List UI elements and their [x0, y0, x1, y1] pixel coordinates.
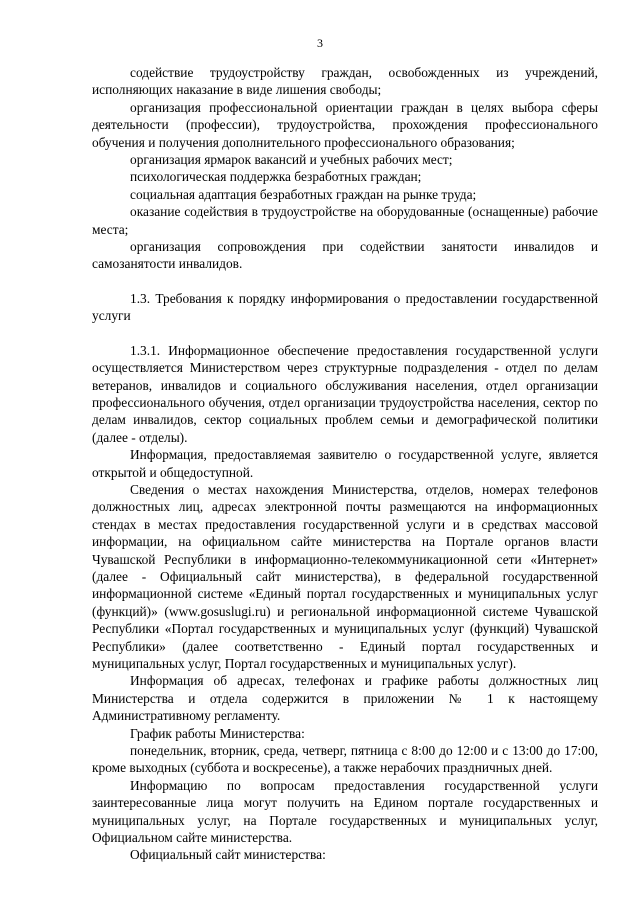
paragraph: Информация об адресах, телефонах и графике работы должностных лиц Министерства и отдела содержится в приложении № 1 к настоящему Административному регламенту. — [92, 673, 598, 724]
paragraph: содействие трудоустройству граждан, освобожденных из учреждений, исполняющих наказание в виде лишения свободы; — [92, 65, 598, 98]
paragraph: Информацию по вопросам предоставления государственной услуги заинтересованные лица могут получить на Едином портале государственных и муниципальных услуг, на Портале государственных и муниципальных услуг, Официальном сайте министерства. — [92, 777, 598, 846]
paragraph: оказание содействия в трудоустройстве на оборудованные (оснащенные) рабочие места; — [92, 204, 598, 237]
document-body — [92, 64, 598, 864]
paragraph: социальная адаптация безработных граждан на рынке труда; — [130, 186, 477, 202]
paragraph: понедельник, вторник, среда, четверг, пятница с 8:00 до 12:00 и с 13:00 до 17:00, кроме выходных (суббота и воскресенье), а также нерабочих праздничных дней. — [92, 743, 598, 776]
paragraph: График работы Министерства: — [130, 725, 305, 741]
paragraph: Официальный сайт министерства: — [130, 847, 326, 863]
section-heading: 1.3. Требования к порядку информирования о предоставлении государственной услуги — [92, 290, 598, 324]
spacer — [92, 325, 598, 342]
paragraph: организация ярмарок вакансий и учебных рабочих мест; — [130, 152, 453, 168]
paragraph: организация профессиональной ориентации граждан в целях выбора сферы деятельности (профессии), трудоустройства, прохождения профессионального обучения и получения дополнительного профессионального образования; — [92, 99, 598, 150]
paragraph: психологическая поддержка безработных граждан; — [130, 169, 422, 185]
spacer — [92, 273, 598, 290]
paragraph: Информация, предоставляемая заявителю о государственной услуге, является открытой и общедоступной. — [92, 447, 598, 480]
paragraph: Сведения о местах нахождения Министерства, отделов, номерах телефонов должностных лиц, адресах электронной почты размещаются на информационных стендах в местах предоставления государственной услуги и в средствах массовой информации, на официальном сайте министерства на Портале органов власти Чувашской Республики в информационно-телекоммуникационной сети «Интернет» (далее - Официальный сайт министерства), в федеральной государственной информационной системе «Единый портал государственных и муниципальных услуг (функций)» (www.gosuslugi.ru) и региональной информационной системе Чувашской Республики «Портал государственных и муниципальных услуг (функций) Чувашской Республики» (далее соответственно - Единый портал государственных и муниципальных услуг, Портал государственных и муниципальных услуг). — [92, 481, 598, 671]
page-number: 3 — [317, 36, 323, 50]
paragraph: 1.3.1. Информационное обеспечение предоставления государственной услуги осуществляется Министерством через структурные подразделения - отдел по делам ветеранов, инвалидов и социального обслуживания населения, отдел организации профессионального обучения, отдел организации трудоустройства населения, сектор по делам инвалидов, сектор социальных проблем семьи и демографической политики (далее - отделы). — [92, 342, 598, 445]
paragraph: организация сопровождения при содействии занятости инвалидов и самозанятости инвалидов. — [92, 239, 598, 272]
